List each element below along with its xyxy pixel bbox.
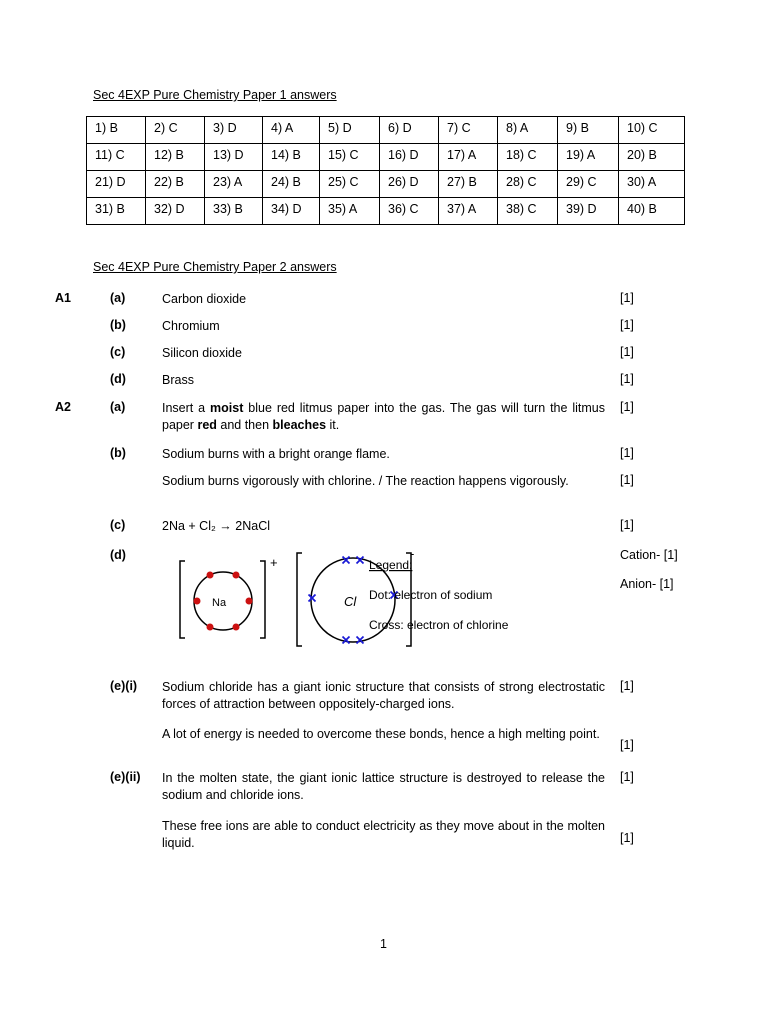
paper1-heading: Sec 4EXP Pure Chemistry Paper 1 answers — [93, 88, 337, 102]
a2-mark-e-i-1: [1] — [620, 679, 634, 693]
electron-cross — [343, 637, 350, 644]
answer-cell: 25) C — [320, 171, 380, 198]
paper1-answer-table — [86, 116, 685, 225]
answer-cell: 12) B — [146, 144, 205, 171]
answer-cell: 29) C — [558, 171, 619, 198]
a1-mark-d: [1] — [620, 372, 634, 386]
answer-cell: 30) A — [619, 171, 685, 198]
answer-cell: 1) B — [87, 117, 146, 144]
paper2-heading: Sec 4EXP Pure Chemistry Paper 2 answers — [93, 260, 337, 274]
electron-cross — [357, 637, 364, 644]
answer-cell: 31) B — [87, 198, 146, 225]
electron-dot — [207, 624, 214, 631]
answer-cell: 5) D — [320, 117, 380, 144]
a1-part-a: (a) — [110, 291, 126, 305]
answer-cell: 19) A — [558, 144, 619, 171]
answer-cell: 11) C — [87, 144, 146, 171]
answer-cell: 17) A — [439, 144, 498, 171]
a2-mark-e-ii-1: [1] — [620, 770, 634, 784]
a2-answer-e-i-2: A lot of energy is needed to overcome these bonds, hence a high melting point. — [162, 727, 600, 741]
a1-part-b: (b) — [110, 318, 126, 332]
answer-cell: 27) B — [439, 171, 498, 198]
table-row — [87, 171, 685, 198]
a2-part-b: (b) — [110, 446, 126, 460]
a2-part-e-ii: (e)(ii) — [110, 770, 141, 784]
a1-answer-a: Carbon dioxide — [162, 292, 247, 306]
electron-dot — [194, 598, 201, 605]
legend-title: Legend: — [369, 558, 413, 572]
question-a2-label: A2 — [55, 400, 71, 414]
cl-left-bracket — [297, 553, 302, 646]
answer-cell: 37) A — [439, 198, 498, 225]
a2-mark-cation: Cation- [1] — [620, 548, 678, 562]
a1-answer-b: Chromium — [162, 319, 220, 333]
legend-dot: Dot: electron of sodium — [369, 588, 493, 602]
answer-cell: 33) B — [205, 198, 263, 225]
a2-part-d: (d) — [110, 548, 126, 562]
answer-cell: 28) C — [498, 171, 558, 198]
answer-cell: 26) D — [380, 171, 439, 198]
a2-answer-b-1: Sodium burns with a bright orange flame. — [162, 447, 390, 461]
answer-cell: 23) A — [205, 171, 263, 198]
answer-cell: 6) D — [380, 117, 439, 144]
a1-answer-d: Brass — [162, 373, 194, 387]
a2-mark-b-1: [1] — [620, 446, 634, 460]
cl-label: Cl — [344, 594, 357, 609]
a2-mark-anion: Anion- [1] — [620, 577, 674, 591]
a2-answer-a: Insert a moist blue red litmus paper into the gas. The gas will turn the litmus paper red and then bleaches it. — [162, 401, 605, 432]
answer-cell: 20) B — [619, 144, 685, 171]
a2-mark-b-2: [1] — [620, 473, 634, 487]
a2-part-a: (a) — [110, 400, 126, 414]
answer-cell: 8) A — [498, 117, 558, 144]
page-number: 1 — [380, 937, 387, 951]
answer-cell: 3) D — [205, 117, 263, 144]
na-charge: + — [270, 555, 278, 570]
a2-answer-b-2: Sodium burns vigorously with chlorine. / The reaction happens vigorously. — [162, 474, 569, 488]
electron-cross — [343, 557, 350, 564]
answer-cell: 4) A — [263, 117, 320, 144]
a1-mark-b: [1] — [620, 318, 634, 332]
answer-cell: 40) B — [619, 198, 685, 225]
a2-mark-e-i-2: [1] — [620, 738, 634, 752]
answer-cell: 10) C — [619, 117, 685, 144]
answer-cell: 9) B — [558, 117, 619, 144]
a2-mark-a: [1] — [620, 400, 634, 414]
question-a1-label: A1 — [55, 291, 71, 305]
answer-cell: 13) D — [205, 144, 263, 171]
answer-cell: 39) D — [558, 198, 619, 225]
a1-part-d: (d) — [110, 372, 126, 386]
a1-part-c: (c) — [110, 345, 126, 359]
table-row — [87, 144, 685, 171]
na-right-bracket — [260, 561, 265, 638]
na-label: Na — [212, 597, 227, 609]
electron-dot — [246, 598, 253, 605]
a2-mark-e-ii-2: [1] — [620, 831, 634, 845]
answer-cell: 34) D — [263, 198, 320, 225]
answer-cell: 16) D — [380, 144, 439, 171]
electron-dot — [233, 624, 240, 631]
electron-cross — [357, 557, 364, 564]
answer-cell: 22) B — [146, 171, 205, 198]
electron-dot — [207, 572, 214, 579]
answer-cell: 38) C — [498, 198, 558, 225]
answer-cell: 7) C — [439, 117, 498, 144]
answer-cell: 14) B — [263, 144, 320, 171]
electron-cross — [309, 595, 316, 602]
a2-answer-e-ii-2: These free ions are able to conduct electricity as they move about in the molten liquid. — [162, 819, 605, 850]
cl-charge: - — [410, 548, 415, 561]
electron-dot — [233, 572, 240, 579]
legend-cross: Cross: electron of chlorine — [369, 618, 509, 632]
answer-cell: 24) B — [263, 171, 320, 198]
a1-mark-a: [1] — [620, 291, 634, 305]
a2-part-e-i: (e)(i) — [110, 679, 138, 693]
answer-cell: 15) C — [320, 144, 380, 171]
nacl-dot-cross-diagram — [170, 548, 600, 653]
table-row — [87, 117, 685, 144]
answer-cell: 2) C — [146, 117, 205, 144]
table-row — [87, 198, 685, 225]
a2-answer-c: 2Na + Cl₂ → 2NaCl — [162, 519, 271, 533]
answer-cell: 36) C — [380, 198, 439, 225]
a2-answer-e-i-1: Sodium chloride has a giant ionic structure that consists of strong electrostatic forces of attraction between oppositely-charged ions. — [162, 680, 605, 711]
answer-cell: 32) D — [146, 198, 205, 225]
na-left-bracket — [180, 561, 185, 638]
answer-cell: 18) C — [498, 144, 558, 171]
a2-mark-c: [1] — [620, 518, 634, 532]
a1-answer-c: Silicon dioxide — [162, 346, 242, 360]
answer-cell: 21) D — [87, 171, 146, 198]
a2-answer-e-ii-1: In the molten state, the giant ionic lattice structure is destroyed to release the sodium and chloride ions. — [162, 771, 605, 802]
answer-cell: 35) A — [320, 198, 380, 225]
a1-mark-c: [1] — [620, 345, 634, 359]
a2-part-c: (c) — [110, 518, 126, 532]
